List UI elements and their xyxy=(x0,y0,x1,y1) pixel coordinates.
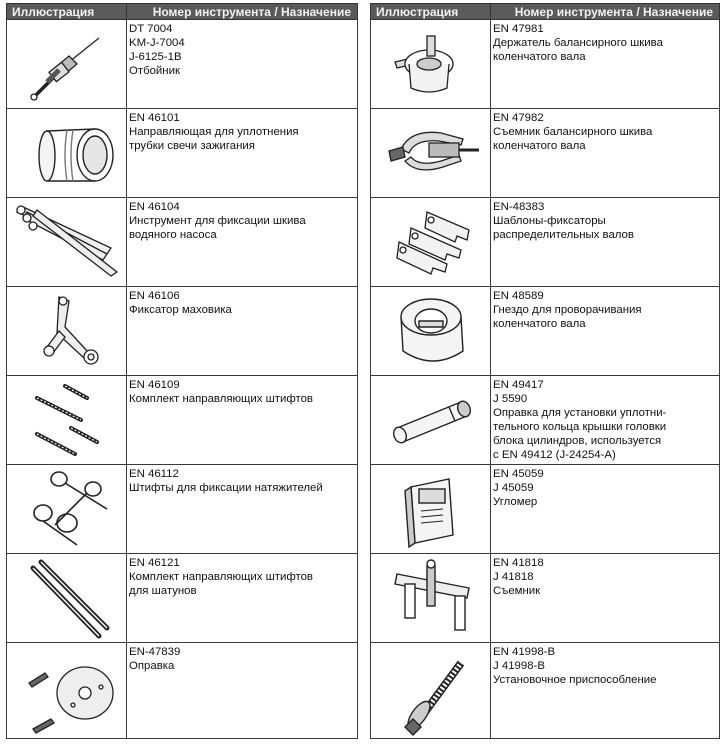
tool-purpose: Съемник xyxy=(493,585,541,597)
table-header xyxy=(7,4,358,20)
table-row xyxy=(7,465,358,554)
illustration-cell xyxy=(371,465,491,554)
tool-number: EN 46101 xyxy=(129,112,180,124)
illustration-cell xyxy=(371,109,491,198)
tool-purpose: Штифты для фиксации натяжителей xyxy=(129,482,323,494)
tool-number: EN-48383 xyxy=(493,201,545,213)
tool-purpose: Держатель балансирного шкива xyxy=(493,37,663,49)
tool-number: DT 7004 xyxy=(129,23,173,35)
drift-punch-icon xyxy=(7,20,125,107)
tool-number: EN 46121 xyxy=(129,557,180,569)
tool-purpose: трубки свечи зажигания xyxy=(129,140,255,152)
tool-purpose: Фиксатор маховика xyxy=(129,304,232,316)
tool-number: EN 48589 xyxy=(493,290,544,302)
tool-number: EN 46112 xyxy=(129,468,179,480)
tool-purpose: распределительных валов xyxy=(493,229,634,241)
tool-number: EN 47982 xyxy=(493,112,544,124)
tool-purpose: для шатунов xyxy=(129,585,197,597)
table-header xyxy=(371,4,720,20)
tool-purpose: Шаблоны-фиксаторы xyxy=(493,215,606,227)
header-number-purpose: Номер инструмента / Назначение xyxy=(491,4,720,20)
tool-number: EN 46106 xyxy=(129,290,180,302)
flywheel-lock-icon xyxy=(7,287,125,374)
header-illustration: Иллюстрация xyxy=(371,4,491,20)
balancer-pulley-puller-icon xyxy=(371,109,489,196)
tensioner-lock-pins-icon xyxy=(7,465,125,552)
tool-number: EN 41818 xyxy=(493,557,544,569)
description-cell xyxy=(491,20,720,109)
table-row xyxy=(7,287,358,376)
table-row xyxy=(371,109,720,198)
table-row xyxy=(7,554,358,643)
header-illustration: Иллюстрация xyxy=(7,4,127,20)
illustration-cell xyxy=(371,376,491,465)
table-row xyxy=(371,465,720,554)
tool-number: J 41818 xyxy=(493,571,534,583)
tool-number: J 41998-B xyxy=(493,660,545,672)
guide-pins-set-icon xyxy=(7,376,125,463)
tool-number: KM-J-7004 xyxy=(129,37,185,49)
illustration-cell xyxy=(7,287,127,376)
header-number-purpose: Номер инструмента / Назначение xyxy=(127,4,358,20)
description-cell xyxy=(491,376,720,465)
tool-number: EN 49417 xyxy=(493,379,544,391)
tool-purpose: Оправка для установки уплотни- xyxy=(493,407,667,419)
description-cell xyxy=(491,109,720,198)
table-row xyxy=(371,643,720,739)
tool-purpose: водяного насоса xyxy=(129,229,217,241)
tool-number: J 5590 xyxy=(493,393,528,405)
illustration-cell xyxy=(7,643,127,739)
tool-number: J 45059 xyxy=(493,482,534,494)
description-cell xyxy=(491,287,720,376)
table-row xyxy=(371,554,720,643)
illustration-cell xyxy=(7,376,127,465)
tool-purpose: Отбойник xyxy=(129,65,180,77)
tool-purpose: Гнездо для проворачивания xyxy=(493,304,642,316)
balancer-pulley-holder-icon xyxy=(371,20,489,107)
description-cell xyxy=(127,376,358,465)
illustration-cell xyxy=(7,198,127,287)
table-row xyxy=(371,376,720,465)
table-row xyxy=(371,198,720,287)
table-row xyxy=(7,376,358,465)
table-row xyxy=(7,109,358,198)
illustration-cell xyxy=(371,20,491,109)
table-row xyxy=(371,20,720,109)
description-cell xyxy=(127,643,358,739)
table-row xyxy=(7,20,358,109)
mandrel-icon xyxy=(7,643,125,737)
description-cell xyxy=(491,198,720,287)
illustration-cell xyxy=(7,465,127,554)
tool-purpose: блока цилиндров, используется xyxy=(493,435,662,447)
tool-number: EN 45059 xyxy=(493,468,544,480)
tool-purpose: коленчатого вала xyxy=(493,318,586,330)
tool-purpose: Установочное приспособление xyxy=(493,674,657,686)
tool-purpose: тельного кольца крышки головки xyxy=(493,421,667,433)
illustration-cell xyxy=(7,554,127,643)
tool-number: EN-47839 xyxy=(129,646,181,658)
setting-fixture-icon xyxy=(371,643,489,737)
illustration-cell xyxy=(371,287,491,376)
camshaft-lock-templates-icon xyxy=(371,198,489,285)
description-cell xyxy=(127,20,358,109)
tool-number: EN 41998-B xyxy=(493,646,556,658)
conrod-guide-pins-icon xyxy=(7,554,125,641)
description-cell xyxy=(127,287,358,376)
tool-number: EN 46104 xyxy=(129,201,180,213)
illustration-cell xyxy=(7,20,127,109)
tool-purpose: коленчатого вала xyxy=(493,140,586,152)
tool-purpose: Оправка xyxy=(129,660,175,672)
tools-table-left xyxy=(6,3,358,739)
spark-plug-seal-guide-icon xyxy=(7,109,125,196)
tool-number: J-6125-1B xyxy=(129,51,182,63)
illustration-cell xyxy=(371,198,491,287)
description-cell xyxy=(491,643,720,739)
tool-number: EN 46109 xyxy=(129,379,180,391)
description-cell xyxy=(127,465,358,554)
tool-purpose: с EN 49412 (J-24254-A) xyxy=(493,449,616,461)
tool-purpose: коленчатого вала xyxy=(493,51,586,63)
description-cell xyxy=(127,554,358,643)
tool-purpose: Комплект направляющих штифтов xyxy=(129,571,313,583)
illustration-cell xyxy=(7,109,127,198)
description-cell xyxy=(127,109,358,198)
tools-table-right xyxy=(370,3,720,739)
tool-number: EN 47981 xyxy=(493,23,544,35)
table-row xyxy=(7,643,358,739)
description-cell xyxy=(491,554,720,643)
puller-icon xyxy=(371,554,489,641)
tool-purpose: Комплект направляющих штифтов xyxy=(129,393,313,405)
tool-purpose: Инструмент для фиксации шкива xyxy=(129,215,306,227)
tool-purpose: Направляющая для уплотнения xyxy=(129,126,299,138)
angle-gauge-icon xyxy=(371,465,489,552)
crankshaft-socket-icon xyxy=(371,287,489,374)
water-pump-pulley-holder-icon xyxy=(7,198,125,285)
table-row xyxy=(7,198,358,287)
seal-installer-mandrel-icon xyxy=(371,376,489,463)
description-cell xyxy=(491,465,720,554)
description-cell xyxy=(127,198,358,287)
tool-purpose: Съемник балансирного шкива xyxy=(493,126,653,138)
table-row xyxy=(371,287,720,376)
illustration-cell xyxy=(371,554,491,643)
illustration-cell xyxy=(371,643,491,739)
tool-purpose: Угломер xyxy=(493,496,538,508)
